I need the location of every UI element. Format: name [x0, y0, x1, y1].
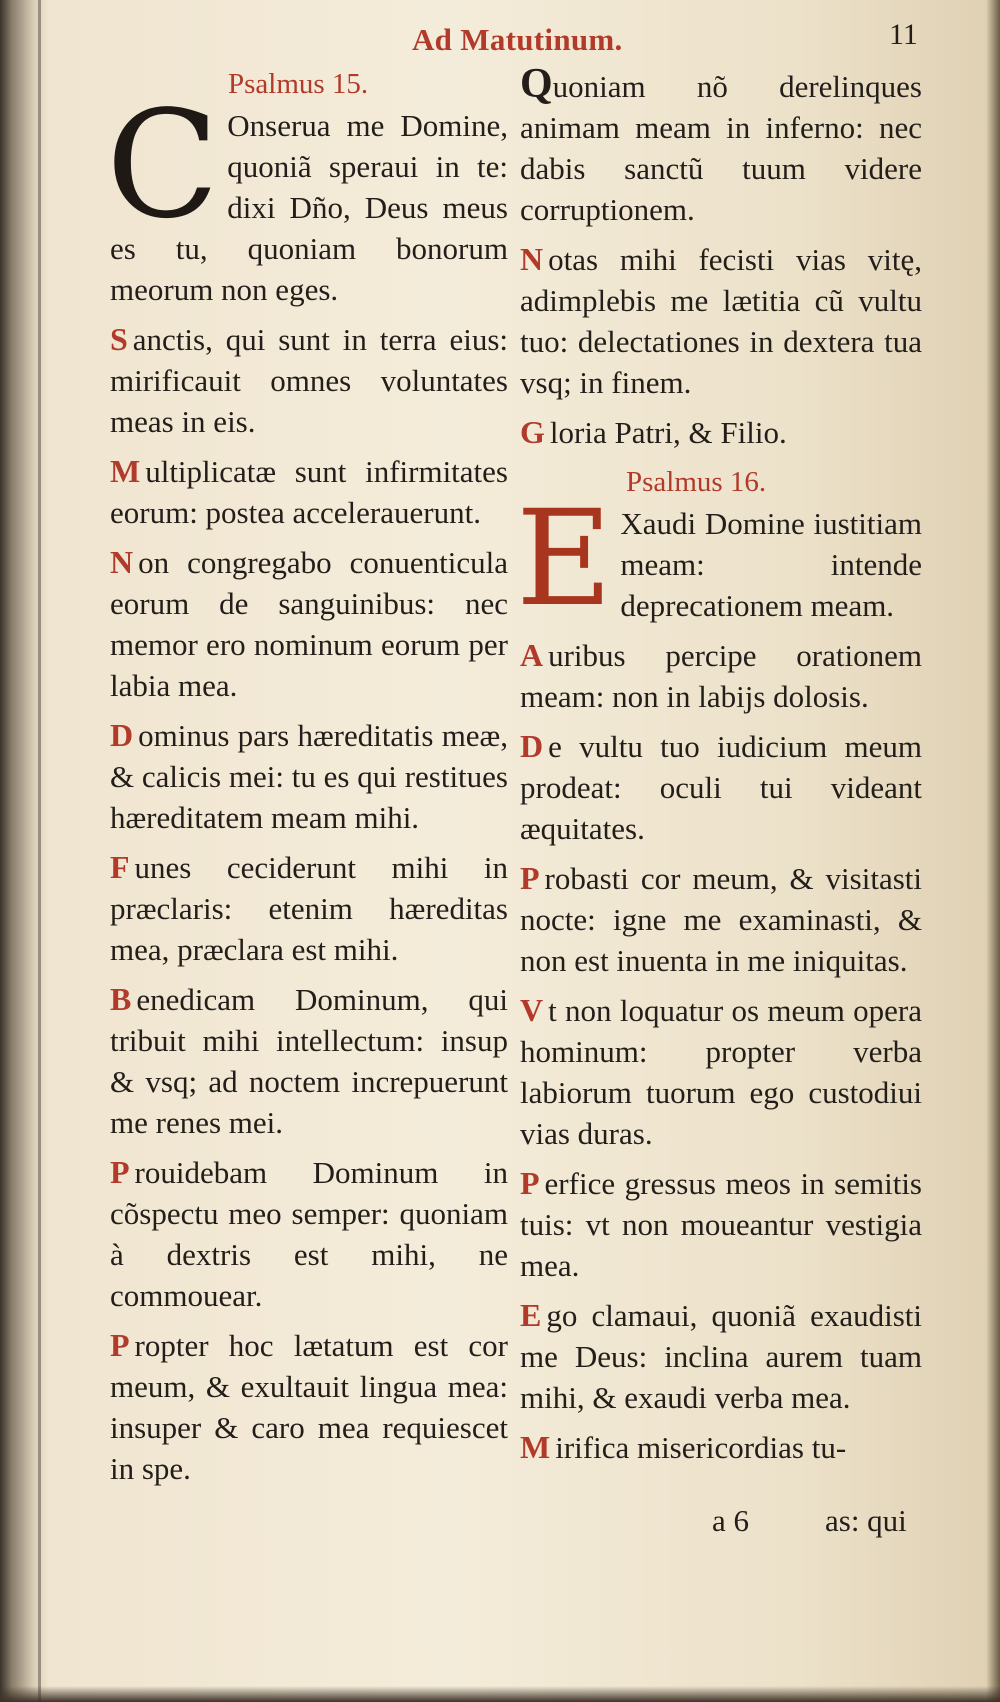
rubric-initial: P [520, 860, 540, 896]
verse-text: ropter hoc lætatum est cor meum, & exultauit lingua mea: insuper & caro mea requiescet in spe. [110, 1328, 508, 1486]
signature-mark: a 6 [712, 1503, 750, 1538]
rubric-initial: V [520, 992, 544, 1028]
rubric-initial: D [520, 728, 544, 764]
rubric-initial: M [520, 1429, 551, 1465]
verse [520, 635, 922, 717]
gutter-line [38, 0, 41, 1702]
page-bottom-shadow [0, 1686, 1000, 1702]
verse-initial: Q [520, 61, 553, 107]
page-edge-shadow [986, 0, 1000, 1702]
verse-text: unes ceciderunt mihi in præclaris: etenim hæreditas mea, præclara est mihi. [110, 850, 508, 967]
left-column [106, 64, 508, 1498]
verse [110, 979, 508, 1143]
verse-text: irifica misericordias tu- [555, 1430, 847, 1465]
rubric-initial: B [110, 981, 132, 1017]
catchword: as: qui [825, 1503, 907, 1538]
rubric-initial: G [520, 414, 545, 450]
verse-text: on congregabo conuenticula eorum de sanguinibus: nec memor ero nominum eorum per labia mea. [110, 545, 508, 703]
verse [110, 1325, 508, 1489]
verse-text: loria Patri, & Filio. [549, 415, 787, 450]
verse [110, 715, 508, 838]
verse [520, 412, 922, 453]
verse-text: uribus percipe orationem meam: non in labijs dolosis. [520, 638, 922, 714]
verse-text: erfice gressus meos in semitis tuis: vt non moueantur vestigia mea. [520, 1166, 922, 1283]
folio-number: 11 [889, 18, 918, 51]
decorated-initial: E [516, 482, 613, 636]
verse [520, 239, 922, 403]
rubric-initial: D [110, 717, 134, 753]
psalm-title: Psalmus 15. [228, 68, 369, 100]
verse-text: ultiplicatæ sunt infirmitates eorum: postea accelerauerunt. [110, 454, 508, 530]
verse-text: uoniam nõ derelinques animam meam in inferno: nec dabis sanctũ tuum videre corruptionem. [520, 69, 922, 227]
verse [110, 319, 508, 442]
psalm-title: Psalmus 16. [626, 466, 767, 498]
rubric-initial: A [520, 637, 544, 673]
verse [520, 858, 922, 981]
decorated-initial: C [106, 79, 220, 251]
rubric-initial: N [520, 241, 544, 277]
running-title: Ad Matutinum. [412, 22, 623, 57]
verse-text: go clamaui, quoniã exaudisti me Deus: inclina aurem tuam mihi, & exaudi verba mea. [520, 1298, 922, 1415]
verse-text: Xaudi Domine iustitiam meam: intende deprecationem meam. [620, 506, 922, 623]
verse-text: e vultu tuo iudicium meum prodeat: oculi tui videant æquitates. [520, 729, 922, 846]
verse [520, 1295, 922, 1418]
rubric-initial: S [110, 321, 128, 357]
verse [520, 1427, 922, 1468]
rubric-initial: P [110, 1154, 130, 1190]
rubric-initial: N [110, 544, 134, 580]
verse [520, 726, 922, 849]
verse [110, 1152, 508, 1316]
verse [110, 451, 508, 533]
verse-text: anctis, qui sunt in terra eius: mirificauit omnes voluntates meas in eis. [110, 322, 508, 439]
verse-text: Onserua me Domine, quoniã speraui in te: dixi Dño, Deus meus es tu, quoniam bonorum meorum non eges. [110, 108, 508, 307]
verse-text: enedicam Dominum, qui tribuit mihi intellectum: insup & vsq; ad noctem increpuerunt me renes mei. [110, 982, 508, 1140]
rubric-initial: F [110, 849, 130, 885]
verse [110, 542, 508, 706]
verse-text: otas mihi fecisti vias vitę, adimplebis me lætitia cũ vultu tuo: delectationes in dextera tua vsq; in finem. [520, 242, 922, 400]
right-column [516, 61, 922, 1477]
rubric-initial: P [520, 1165, 540, 1201]
verse-text: robasti cor meum, & visitasti nocte: igne me examinasti, & non est inuenta in me iniquitas. [520, 861, 922, 978]
verse [520, 61, 922, 230]
verse-text: ominus pars hæreditatis meæ, & calicis mei: tu es qui restitues hæreditatem meam mihi. [110, 718, 508, 835]
verse-text: t non loquatur os meum opera hominum: propter verba labiorum tuorum ego custodiui vias duras. [520, 993, 922, 1151]
verse [520, 1163, 922, 1286]
verse [520, 990, 922, 1154]
rubric-initial: E [520, 1297, 542, 1333]
rubric-initial: P [110, 1327, 130, 1363]
verse [110, 847, 508, 970]
rubric-initial: M [110, 453, 141, 489]
verse-text: rouidebam Dominum in cõspectu meo semper: quoniam à dextris est mihi, ne commouear. [110, 1155, 508, 1313]
